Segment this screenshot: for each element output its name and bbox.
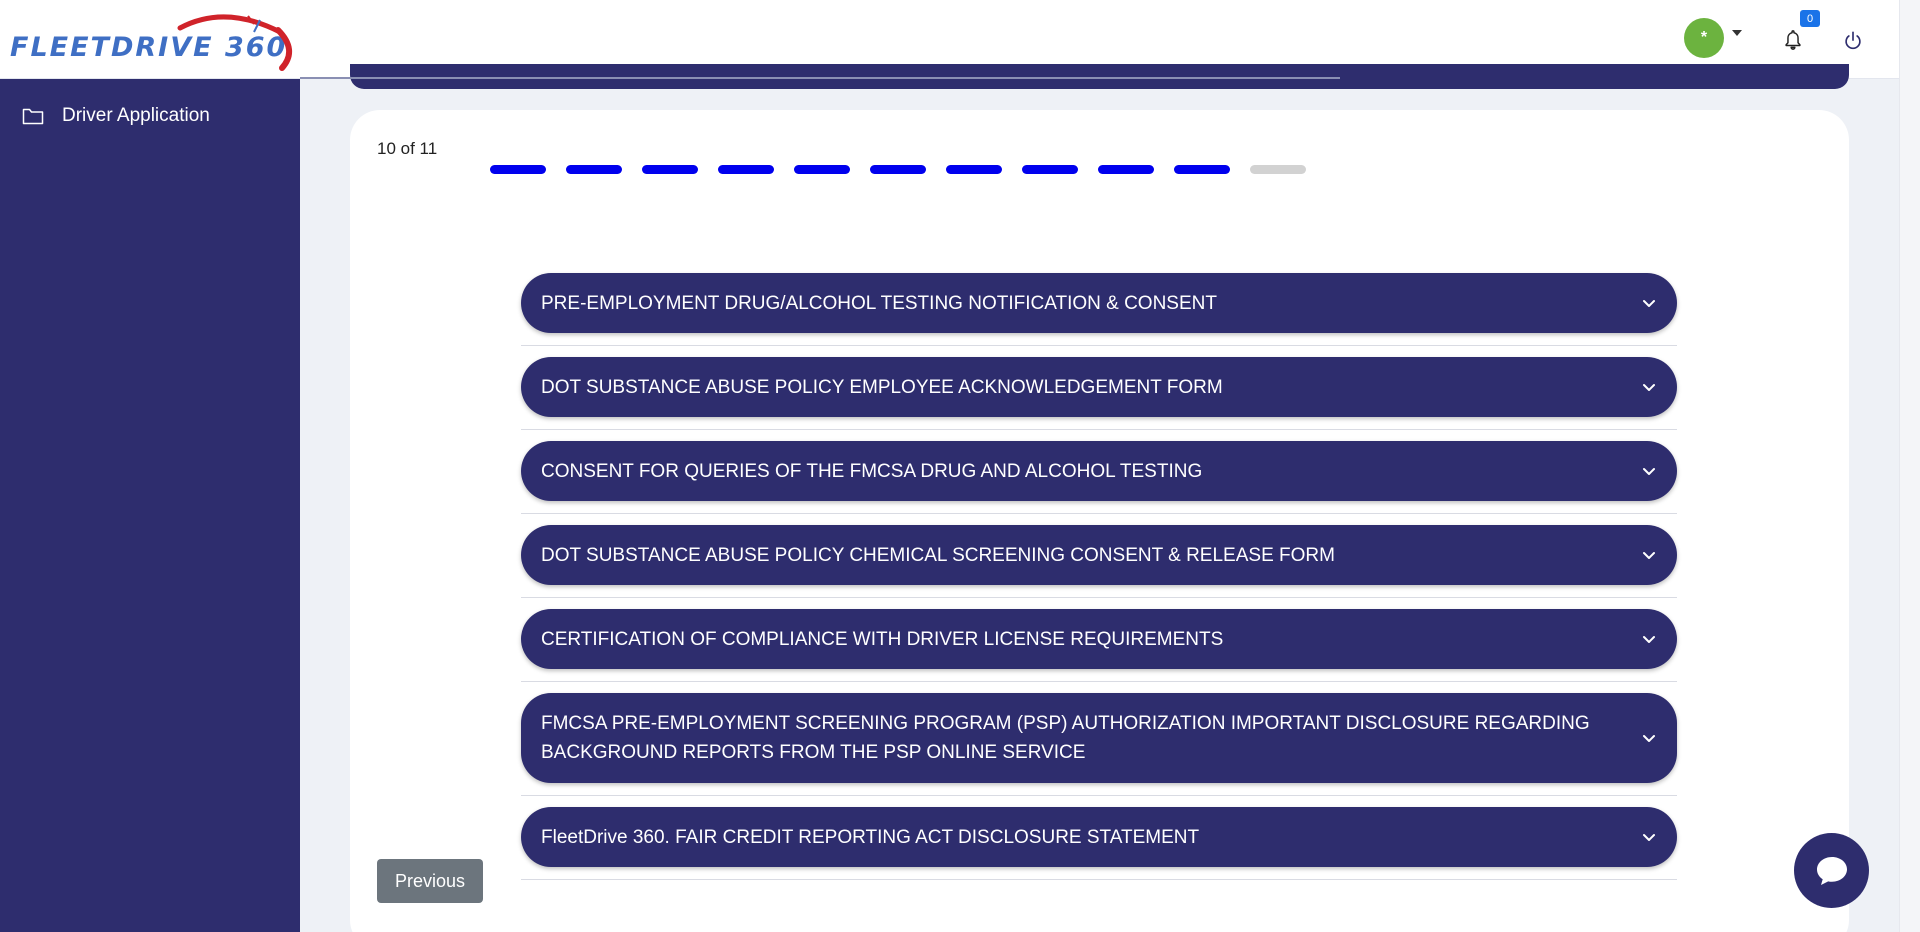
sidebar-item-driver-application[interactable] [22,105,210,127]
accordion-title: CONSENT FOR QUERIES OF THE FMCSA DRUG AND ALCOHOL TESTING [541,460,1203,482]
progress-step [870,165,926,174]
power-icon[interactable] [1842,30,1864,52]
progress-step [946,165,1002,174]
progress-step [1250,165,1306,174]
divider [300,77,1340,79]
accordion-item [521,682,1677,796]
accordion-item [521,598,1677,682]
progress-step [1022,165,1078,174]
bell-icon[interactable] [1782,29,1804,51]
user-avatar[interactable]: * [1684,18,1724,58]
accordion-item [521,273,1677,346]
logo-text: FLEETDRIVE 360 [10,32,288,63]
accordion-item [521,430,1677,514]
sidebar [0,79,300,932]
page-scrollbar[interactable] [1899,0,1920,932]
accordion-title: FMCSA PRE-EMPLOYMENT SCREENING PROGRAM (PSP) AUTHORIZATION IMPORTANT DISCLOSURE REGARDING BACKGROUND REPORTS FROM THE PSP ONLINE SERVICE [541,713,1590,763]
progress-step [718,165,774,174]
progress-step [1174,165,1230,174]
accordion-title: DOT SUBSTANCE ABUSE POLICY CHEMICAL SCREENING CONSENT & RELEASE FORM [541,544,1335,566]
accordion-header[interactable] [521,273,1677,333]
chevron-down-icon[interactable] [1641,295,1657,311]
progress-step [1098,165,1154,174]
application-form-card [350,110,1849,932]
accordion-title: CERTIFICATION OF COMPLIANCE WITH DRIVER LICENSE REQUIREMENTS [541,628,1224,650]
accordion-header[interactable] [521,693,1677,783]
folder-icon [22,107,44,125]
progress-step [642,165,698,174]
progress-step [566,165,622,174]
chevron-down-icon[interactable] [1732,30,1742,36]
accordion-header[interactable] [521,807,1677,867]
chat-bubble-icon [1812,851,1852,891]
step-progress-bar [490,165,1326,174]
accordion-header[interactable] [521,441,1677,501]
accordion-title: FleetDrive 360. FAIR CREDIT REPORTING ACT DISCLOSURE STATEMENT [541,826,1200,848]
chevron-down-icon[interactable] [1641,829,1657,845]
accordion-header[interactable] [521,525,1677,585]
notification-badge: 0 [1800,10,1820,27]
chevron-down-icon[interactable] [1641,547,1657,563]
chevron-down-icon[interactable] [1641,463,1657,479]
step-counter: 10 of 11 [377,139,438,158]
accordion-header[interactable] [521,609,1677,669]
brand-logo[interactable] [10,10,300,72]
speedometer-logo-icon [170,10,305,72]
accordion-title: DOT SUBSTANCE ABUSE POLICY EMPLOYEE ACKNOWLEDGEMENT FORM [541,376,1223,398]
accordion-title: PRE-EMPLOYMENT DRUG/ALCOHOL TESTING NOTIFICATION & CONSENT [541,292,1217,314]
previous-button[interactable]: Previous [377,859,483,903]
chevron-down-icon[interactable] [1641,631,1657,647]
chevron-down-icon[interactable] [1641,379,1657,395]
form-sections-accordion [521,273,1677,880]
chat-widget-button[interactable] [1794,833,1869,908]
accordion-item [521,514,1677,598]
accordion-item [521,796,1677,880]
accordion-item [521,346,1677,430]
progress-step [490,165,546,174]
accordion-header[interactable] [521,357,1677,417]
progress-step [794,165,850,174]
sidebar-item-label: Driver Application [62,105,210,126]
chevron-down-icon[interactable] [1641,730,1657,746]
